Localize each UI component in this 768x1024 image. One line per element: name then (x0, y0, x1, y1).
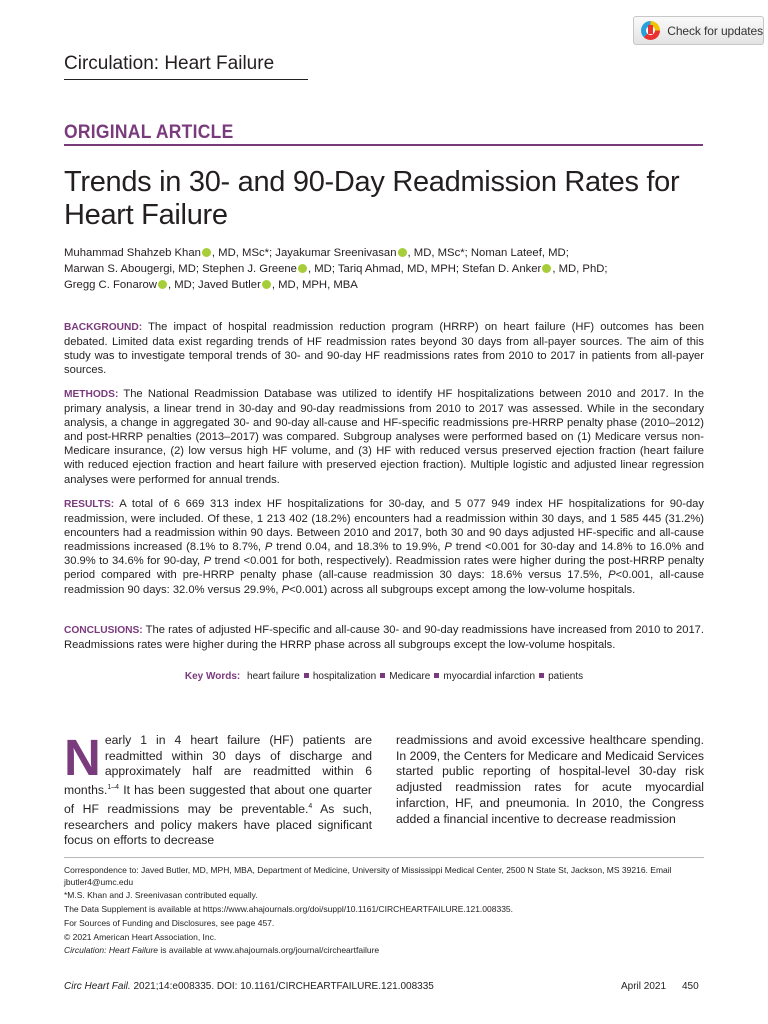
orcid-icon[interactable] (298, 264, 307, 273)
author-name: Gregg C. Fonarow (64, 279, 157, 291)
drop-cap: N (64, 729, 101, 786)
square-bullet-icon (434, 673, 439, 678)
orcid-icon[interactable] (262, 280, 271, 289)
reference-superscript[interactable]: 1–4 (107, 784, 120, 792)
footnote-equal-contribution: *M.S. Khan and J. Sreenivasan contributed equally. (64, 890, 258, 900)
author-degree: , MD, PhD; (552, 263, 608, 275)
body-column-left (64, 729, 372, 849)
keywords (64, 671, 704, 682)
footer-date: April 2021 (621, 981, 667, 992)
results-text: trend <0.001 for both, respectively). Readmission rates were higher during the post-HRRP penalty period compared with pre-HRRP penalty phase (all-cause readmission 30 days: 18.6% versus 17.5%, (64, 555, 704, 582)
p-symbol: P (281, 583, 290, 596)
author-name: Muhammad Shahzeb Khan (64, 247, 201, 259)
orcid-icon[interactable] (542, 264, 551, 273)
footnote-rule (64, 857, 704, 858)
author-degree: , MD, MPH, MBA (271, 279, 358, 291)
body-text: As such, researchers and policy makers have placed significant focus on efforts to decrease (64, 801, 372, 848)
p-symbol: P (203, 555, 212, 568)
journal-underline (64, 79, 308, 80)
journal-abbrev: Circ Heart Fail. (64, 981, 131, 992)
p-symbol: P (264, 541, 273, 554)
abstract-results (64, 497, 704, 597)
abstract-conclusions (64, 623, 704, 652)
author-name: Marwan S. Abougergi, MD; Stephen J. Greene (64, 263, 297, 275)
orcid-icon[interactable] (398, 248, 407, 257)
journal-name: Circulation: Heart Failure (64, 53, 275, 74)
keywords-label: Key Words: (184, 671, 241, 682)
methods-label: METHODS: (64, 389, 119, 400)
reference-superscript[interactable]: 4 (308, 802, 313, 810)
keyword[interactable]: Medicare (389, 671, 431, 682)
footer-citation (64, 981, 434, 992)
availability-text[interactable]: is available at www.ahajournals.org/journal/circheartfailure (158, 945, 380, 955)
body-text: It has been suggested that about one quarter of HF readmissions may be preventable. (64, 783, 372, 816)
article-title: Trends in 30- and 90-Day Readmission Rates for Heart Failure (64, 166, 680, 231)
footnote-copyright: © 2021 American Heart Association, Inc. (64, 932, 217, 942)
author-degree: , MD, MSc*; Noman Lateef, MD; (407, 247, 569, 259)
results-text: <0.001) across all subgroups except among the low-volume hospitals. (289, 583, 636, 596)
square-bullet-icon (539, 673, 544, 678)
article-type-rule (64, 144, 703, 146)
keyword[interactable]: myocardial infarction (443, 671, 536, 682)
background-text: The impact of hospital readmission reduction program (HRRP) on heart failure (HF) outcomes has been debated. Limited data exist regarding trends of HF readmission rates beyond 30 days from all-payer sources. The aim of this study was to investigate temporal trends of 30- and 90-day HF readmissions rates from 2010 to 2017 in patients from all-payer sources. (64, 321, 704, 377)
check-for-updates-button[interactable] (633, 16, 764, 45)
keyword[interactable]: patients (548, 671, 584, 682)
body-text: readmissions and avoid excessive healthcare spending. In 2009, the Centers for Medicare and Medicaid Services started public reporting of hospital-level 30-day risk adjusted readmission rates for acute myocardial infarction, HF, and pneumonia. In 2010, the Congress added a financial incentive to decrease readmission (396, 733, 704, 826)
conclusions-text: The rates of adjusted HF-specific and all-cause 30- and 90-day readmissions have increased from 2010 to 2017. Readmissions rates were higher during the HRRP phase across all subgroups except the low-volume hospitals. (64, 624, 704, 652)
p-symbol: P (444, 541, 452, 554)
square-bullet-icon (304, 673, 309, 678)
footnote-data-supplement[interactable]: The Data Supplement is available at https://www.ahajournals.org/doi/suppl/10.1161/CIRCHEARTFAILURE.121.008335. (64, 904, 514, 914)
crossmark-icon (641, 21, 659, 40)
background-label: BACKGROUND: (64, 322, 143, 333)
author-list (64, 245, 714, 293)
p-symbol: P (608, 569, 616, 582)
results-text: trend <0.001 for 30-day and 14.8% to 16.0% and 30.9% to 34.6% for 90-day, (64, 541, 705, 568)
author-name: Jayakumar Sreenivasan (275, 247, 397, 259)
footnote-funding: For Sources of Funding and Disclosures, see page 457. (64, 918, 275, 928)
footnote-correspondence: Correspondence to: Javed Butler, MD, MPH, MBA, Department of Medicine, University of Mississippi Medical Center, 2500 N State St, Jackson, MS 39216. Email jbutler4@umc.edu (64, 865, 672, 887)
author-degree: , MD, MSc*; (211, 247, 276, 259)
article-type: ORIGINAL ARTICLE (64, 122, 234, 143)
square-bullet-icon (380, 673, 385, 678)
results-text: trend 0.04, and 18.3% to 19.9%, (272, 541, 445, 554)
body-column-right (396, 733, 704, 827)
results-label: RESULTS: (64, 499, 115, 510)
check-for-updates-label: Check for updates (667, 23, 763, 38)
author-degree: , MD; Tariq Ahmad, MD, MPH; Stefan D. Anker (307, 263, 542, 275)
conclusions-label: CONCLUSIONS: (64, 625, 143, 636)
page-number: 450 (682, 981, 699, 992)
keyword[interactable]: heart failure (247, 671, 300, 682)
orcid-icon[interactable] (158, 280, 167, 289)
footnote-availability (64, 944, 704, 956)
author-degree: , MD; Javed Butler (167, 279, 261, 291)
keyword[interactable]: hospitalization (312, 671, 377, 682)
results-text: A total of 6 669 313 index HF hospitalizations for 30-day, and 5 077 949 index HF hospitalizations for 90-day readmission, were included. Of these, 1 213 402 (18.2%) encounters had a readmission within 30 days, and 1 585 445 (31.2%) encounters had a readmission within 90 days. Between 2010 and 2017, both 30 and 90 days adjusted HF-specific and all-cause readmissions increased (8.1% to 8.7%, (64, 498, 704, 554)
citation-doi[interactable]: 2021;14:e008335. DOI: 10.1161/CIRCHEARTFAILURE.121.008335 (130, 981, 434, 992)
methods-text: The National Readmission Database was utilized to identify HF hospitalizations between 2010 and 2017. In the primary analysis, a linear trend in 30-day and 90-day readmissions from 2010 to 2017 was assessed. While in the secondary analysis, a change in aggregated 30- and 90-day all-cause and HF-specific readmissions pre-HRRP penalty phase (2010–2012) and post-HRRP penalties (2013–2017) was compared. Subgroup analyses were performed based on (1) Medicare versus non-Medicare insurance, (2) low versus high HF volume, and (3) HF with reduced versus preserved ejection fraction (heart failure with reduced ejection fraction and heart failure with preserved ejection fraction). Multiple logistic and adjusted linear regression analyses were performed for annual trends. (64, 388, 705, 486)
body-text: early 1 in 4 heart failure (HF) patients are readmitted within 30 days of discharge and approximately half are readmitted within 6 months. (64, 733, 372, 798)
results-text: <0.001, all-cause readmission 90 days: 32.0% versus 29.9%, (64, 569, 704, 596)
abstract-background (64, 320, 704, 377)
abstract-methods (64, 387, 704, 487)
journal-name-italic: Circulation: Heart Failure (64, 945, 159, 955)
orcid-icon[interactable] (202, 248, 211, 257)
